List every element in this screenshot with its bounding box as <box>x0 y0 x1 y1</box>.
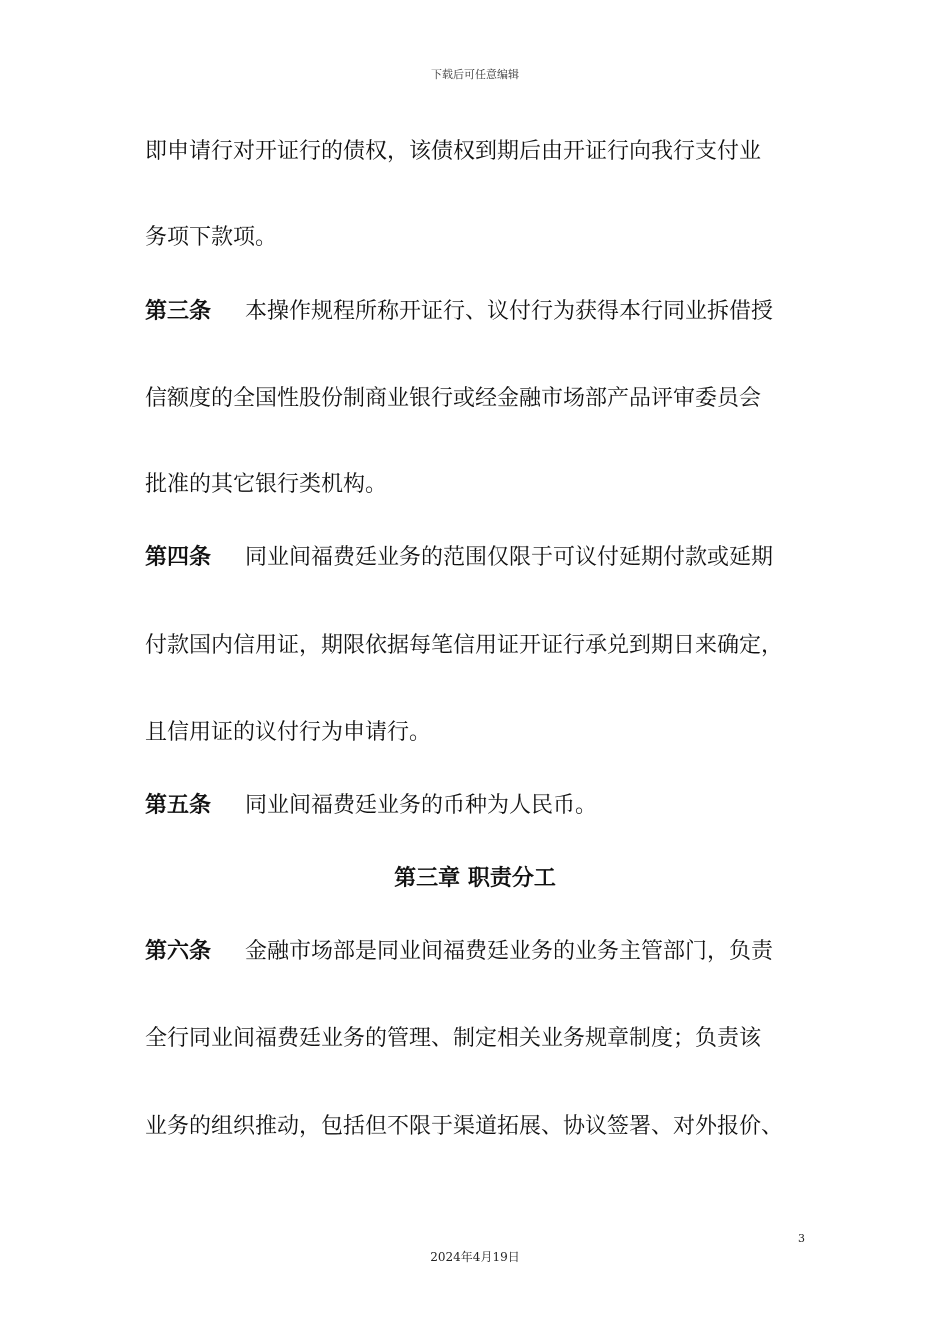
page-number: 3 <box>798 1232 805 1245</box>
body-line: 且信用证的议付行为申请行。 <box>145 720 432 745</box>
body-line: 全行同业间福费廷业务的管理、制定相关业务规章制度；负责该 <box>145 1026 762 1051</box>
article-3-label: 第三条 <box>145 298 212 324</box>
footer-date: 2024年4月19日 <box>430 1250 520 1264</box>
chapter-heading: 第三章 职责分工 <box>394 866 556 891</box>
article-6-text: 金融市场部是同业间福费廷业务的业务主管部门，负责 <box>245 939 774 964</box>
body-line: 批准的其它银行类机构。 <box>145 472 388 497</box>
body-line: 信额度的全国性股份制商业银行或经金融市场部产品评审委员会 <box>145 386 762 411</box>
article-5-text: 同业间福费廷业务的币种为人民币。 <box>245 793 598 818</box>
body-line: 付款国内信用证，期限依据每笔信用证开证行承兑到期日来确定， <box>145 633 784 658</box>
article-6-label: 第六条 <box>145 938 212 964</box>
article-5-label: 第五条 <box>145 792 212 818</box>
article-4-label: 第四条 <box>145 544 212 570</box>
body-line: 即申请行对开证行的债权，该债权到期后由开证行向我行支付业 <box>145 139 762 164</box>
article-4-text: 同业间福费廷业务的范围仅限于可议付延期付款或延期 <box>245 545 774 570</box>
article-3-line <box>145 296 773 327</box>
body-line: 业务的组织推动，包括但不限于渠道拓展、协议签署、对外报价、 <box>145 1114 784 1139</box>
article-6-line <box>145 936 773 967</box>
body-line: 务项下款项。 <box>145 225 278 250</box>
article-3-text: 本操作规程所称开证行、议付行为获得本行同业拆借授 <box>245 299 774 324</box>
article-5-line <box>145 790 597 821</box>
article-4-line <box>145 542 773 573</box>
page-header: 下载后可任意编辑 <box>431 68 519 81</box>
